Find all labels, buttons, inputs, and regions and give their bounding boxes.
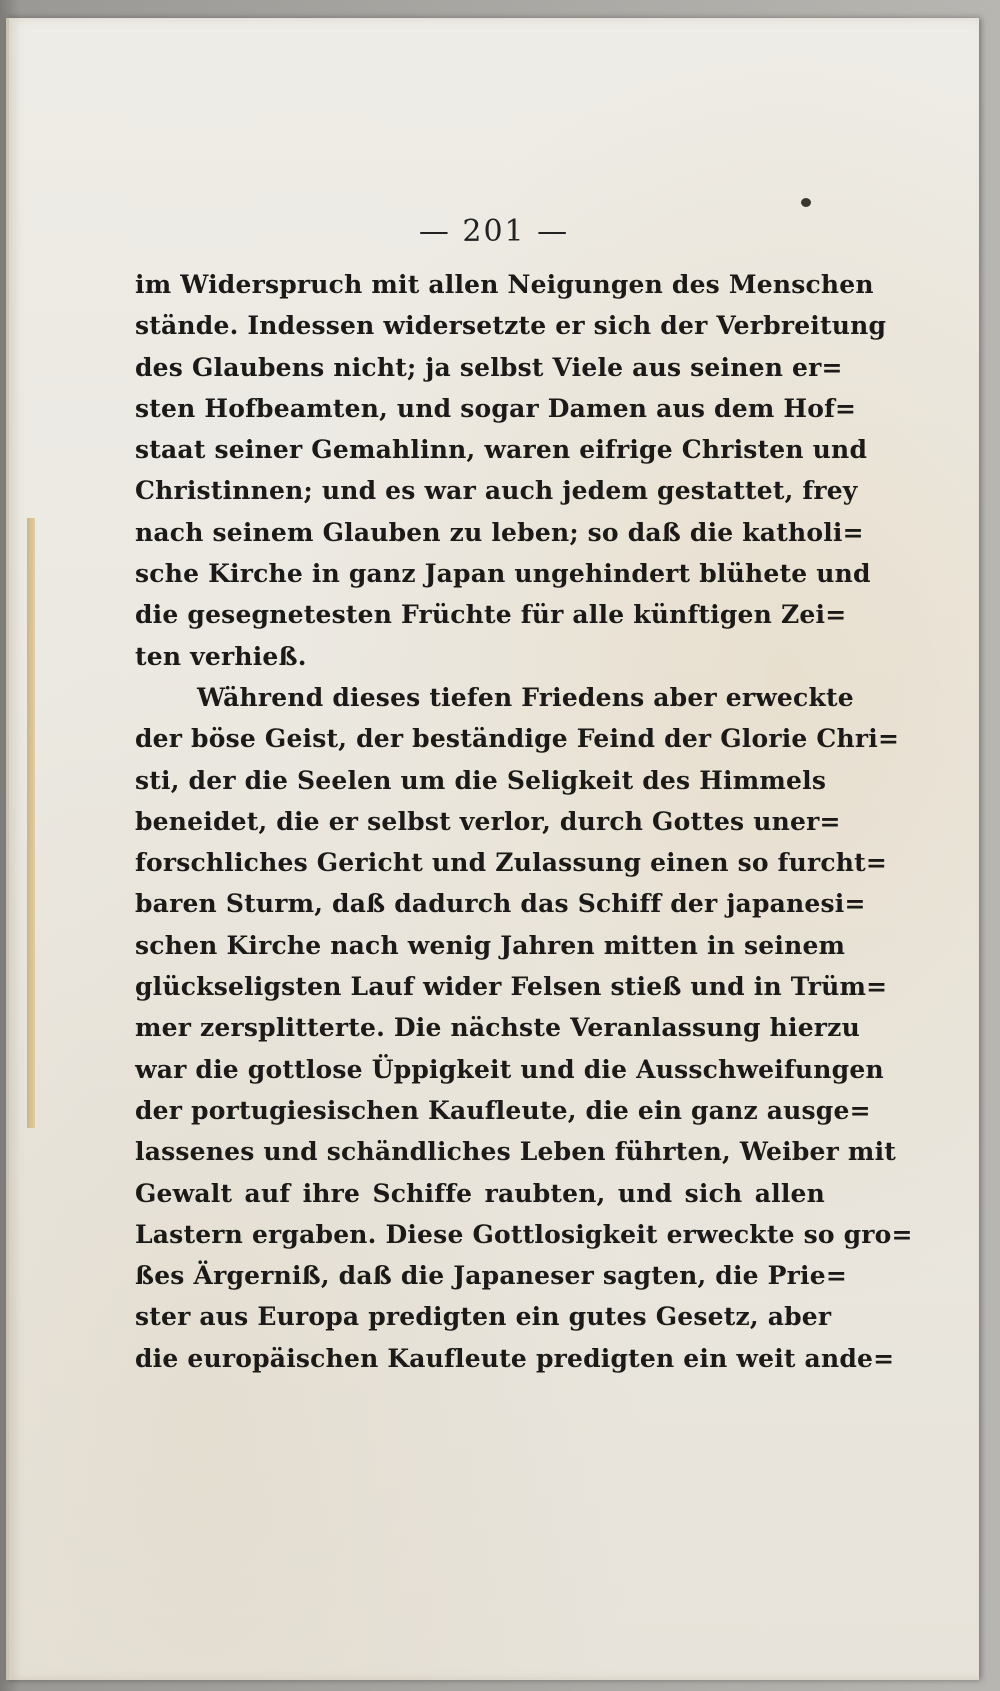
text-line: ßes Ärgerniß, daß die Japaneser sagten, die Prie= — [135, 1261, 847, 1291]
text-line: sche Kirche in ganz Japan ungehindert blühete und — [135, 559, 871, 589]
text-line: Gewalt auf ihre Schiffe raubten, und sich allen — [135, 1178, 825, 1208]
text-line: lassenes und schändliches Leben führten, Weiber mit — [135, 1137, 897, 1167]
text-line: mer zersplitterte. Die nächste Veranlassung hierzu — [135, 1013, 860, 1043]
text-line: des Glaubens nicht; ja selbst Viele aus seinen er= — [135, 352, 843, 382]
body-text — [135, 264, 913, 1379]
text-line: sti, der die Seelen um die Seligkeit des Himmels — [135, 765, 827, 795]
text-line: Christinnen; und es war auch jedem gestattet, frey — [135, 476, 858, 506]
page-number-header: — 201 — — [418, 214, 570, 249]
text-line: nach seinem Glauben zu leben; so daß die katholi= — [135, 517, 864, 547]
text-line: im Widerspruch mit allen Neigungen des Menschen — [135, 270, 874, 299]
text-line: sten Hofbeamten, und sogar Damen aus dem Hof= — [135, 393, 857, 423]
text-line: stände. Indessen widersetzte er sich der Verbreitung — [135, 311, 887, 341]
book-page — [6, 18, 979, 1680]
text-line: staat seiner Gemahlinn, waren eifrige Christen und — [135, 435, 868, 465]
paragraph-start: Während dieses tiefen Friedens aber erweckte — [197, 682, 854, 712]
text-line: die europäischen Kaufleute predigten ein weit ande= — [135, 1343, 895, 1373]
text-line: Lastern ergaben. Diese Gottlosigkeit erweckte so gro= — [135, 1219, 913, 1249]
ink-spot — [801, 198, 811, 207]
page-edge-stain — [27, 518, 35, 1128]
text-line: beneidet, die er selbst verlor, durch Gottes uner= — [135, 806, 841, 836]
text-line: baren Sturm, daß dadurch das Schiff der japanesi= — [135, 889, 866, 919]
text-line: der portugiesischen Kaufleute, die ein ganz ausge= — [135, 1095, 871, 1125]
text-line: die gesegnetesten Früchte für alle künftigen Zei= — [135, 600, 847, 630]
text-line: glückseligsten Lauf wider Felsen stieß und in Trüm= — [135, 972, 888, 1002]
text-line: ten verhieß. — [135, 641, 307, 671]
text-line: forschliches Gericht und Zulassung einen so furcht= — [135, 848, 888, 878]
text-line: schen Kirche nach wenig Jahren mitten in seinem — [135, 930, 846, 960]
text-line: ster aus Europa predigten ein gutes Gesetz, aber — [135, 1302, 832, 1332]
text-line: war die gottlose Üppigkeit und die Ausschweifungen — [135, 1054, 884, 1084]
text-line: der böse Geist, der beständige Feind der Glorie Chri= — [135, 724, 900, 754]
